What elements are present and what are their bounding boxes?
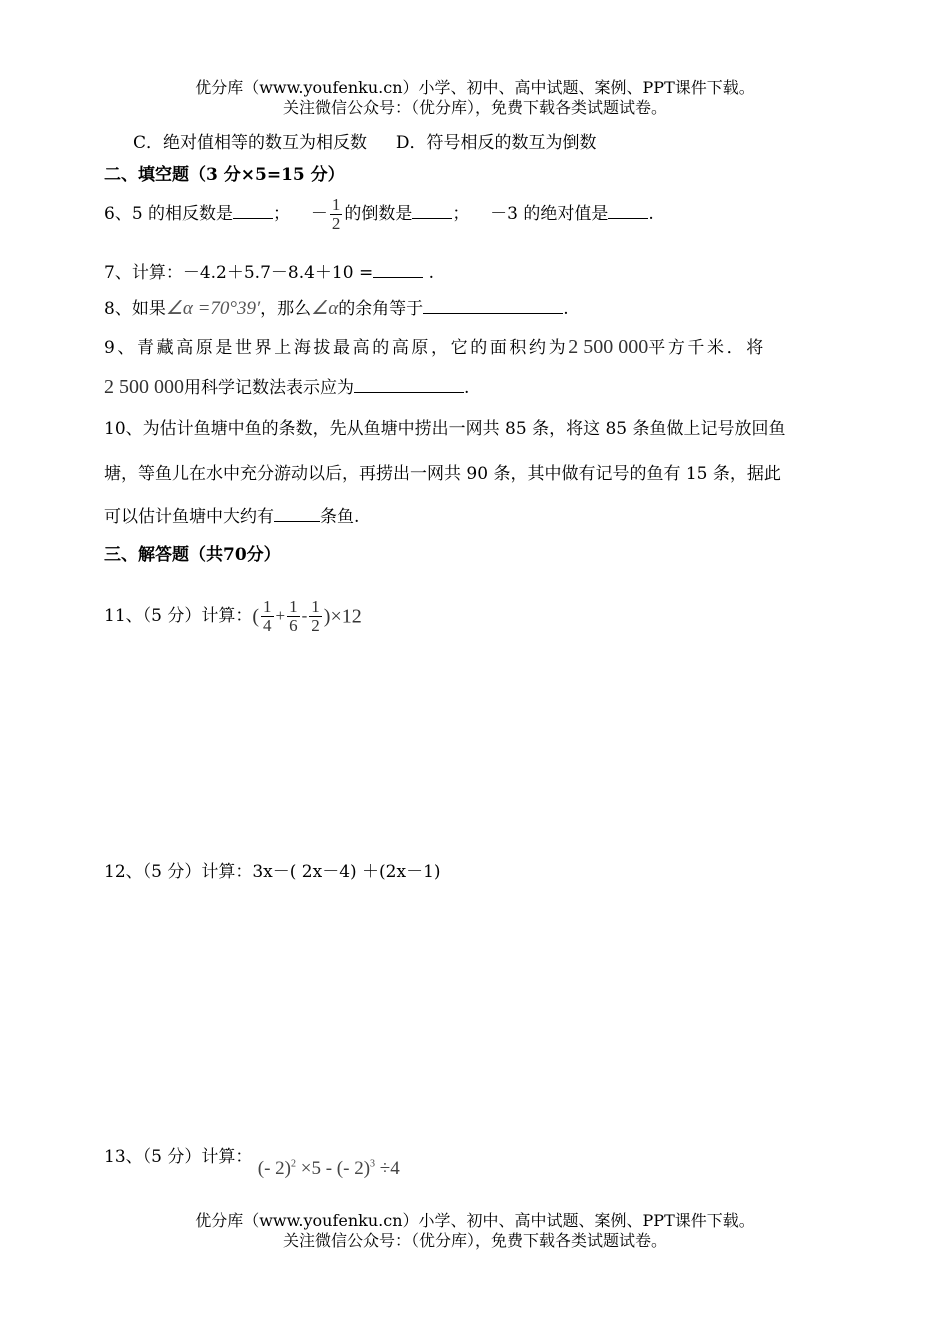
- q6-sep1: ；: [273, 204, 291, 224]
- q6-end: .: [648, 204, 654, 224]
- q6-text-tail: －3 的绝对值是: [490, 204, 609, 224]
- q11-f2-num: 1: [289, 597, 298, 616]
- q5-option-d: D．符号相反的数互为倒数: [395, 133, 597, 153]
- q6-text-mid: 的倒数是: [344, 204, 413, 224]
- q11-fraction-2: [287, 598, 300, 635]
- q8-tail: 的余角等于: [338, 299, 424, 319]
- section3-title: 三、解答题（共70分）: [104, 545, 281, 565]
- q9-number-2: 2 500 000: [104, 376, 184, 398]
- q13-part1: (- 2): [257, 1158, 291, 1179]
- q13-prefix: 13、（5 分）计算：: [104, 1147, 253, 1167]
- q13-expression: [258, 1158, 400, 1180]
- q9-line1-tail: 平方千米．将: [648, 338, 766, 358]
- q7-blank[interactable]: [373, 261, 423, 278]
- q5-options: [133, 128, 596, 153]
- section2-title: 二、填空题（3 分×5=15 分）: [104, 165, 345, 185]
- q10-line3-tail: 条鱼.: [320, 507, 360, 527]
- question-6: [104, 192, 654, 236]
- q9-text: 9、青藏高原是世界上海拔最高的高原，它的面积约为: [104, 338, 569, 358]
- question-12: 12、（5 分）计算：3x－( 2x－4) ＋(2x－1): [104, 862, 441, 882]
- q6-minus: －: [310, 204, 328, 224]
- question-7: [104, 258, 434, 283]
- q11-f2-den: 6: [289, 616, 298, 635]
- q10-line3-text: 可以估计鱼塘中大约有: [104, 507, 274, 527]
- q9-number: 2 500 000: [568, 336, 649, 358]
- q6-sep2: ；: [452, 204, 470, 224]
- question-13: [104, 1142, 400, 1179]
- q8-angle-expression: ∠α =70°39′: [165, 298, 261, 319]
- q7-end: .: [428, 263, 435, 283]
- question-11: [104, 588, 362, 645]
- page-footer-line1: 优分库（www.youfenku.cn）小学、初中、高中试题、案例、PPT课件下载。: [195, 1211, 755, 1230]
- question-10-line3: [104, 502, 359, 527]
- q8-prefix: 8、如果: [104, 299, 166, 319]
- q11-fraction-1: [261, 598, 274, 635]
- page-header-line2: 关注微信公众号：（优分库），免费下载各类试题试卷。: [282, 98, 667, 117]
- q13-exp1: 2: [291, 1158, 296, 1170]
- q8-angle-alpha: ∠α: [311, 298, 339, 319]
- question-9-line2: [104, 373, 469, 399]
- question-8: [104, 294, 569, 320]
- q13-part2: ×5 - (- 2): [296, 1158, 371, 1179]
- q8-blank[interactable]: [423, 297, 563, 314]
- q11-close-times12: )×12: [323, 605, 362, 628]
- q11-open-paren: (: [252, 605, 260, 628]
- q13-exp2: 3: [370, 1158, 376, 1170]
- q6-text-prefix: 6、5 的相反数是: [104, 204, 234, 224]
- q11-f3-num: 1: [311, 597, 320, 616]
- question-9-line1: [104, 333, 766, 359]
- page-header-line1: 优分库（www.youfenku.cn）小学、初中、高中试题、案例、PPT课件下载。: [195, 78, 755, 97]
- question-10-line1: 10、为估计鱼塘中鱼的条数，先从鱼塘中捞出一网共 85 条，将这 85 条鱼做上记号放回鱼: [104, 419, 786, 439]
- q11-fraction-3: [309, 598, 322, 635]
- q6-frac-num: 1: [331, 195, 341, 214]
- page-footer-line2: 关注微信公众号：（优分库），免费下载各类试题试卷。: [282, 1231, 667, 1250]
- q9-line2-text: 用科学记数法表示应为: [184, 378, 354, 398]
- q11-op-plus: +: [275, 606, 286, 625]
- q11-prefix: 11、（5 分）计算：: [104, 606, 253, 626]
- q9-blank[interactable]: [354, 376, 464, 393]
- question-10-line2: 塘，等鱼儿在水中充分游动以后，再捞出一网共 90 条，其中做有记号的鱼有 15 条，据此: [104, 464, 781, 484]
- q8-mid: ，那么: [260, 299, 312, 319]
- q10-blank[interactable]: [274, 505, 320, 522]
- q7-text: 7、计算：－4.2＋5.7－8.4＋10 =: [104, 263, 374, 283]
- q8-end: .: [563, 299, 569, 319]
- q11-f1-num: 1: [263, 597, 272, 616]
- q11-f3-den: 2: [311, 616, 320, 635]
- q6-fraction: [330, 196, 343, 233]
- q11-op-minus: -: [301, 606, 308, 625]
- q6-frac-den: 2: [331, 214, 341, 233]
- q6-blank-3[interactable]: [608, 202, 648, 219]
- q6-blank-2[interactable]: [412, 202, 452, 219]
- q9-end: .: [464, 378, 470, 398]
- q13-part3: ÷4: [375, 1158, 400, 1179]
- q5-option-c: C．绝对值相等的数互为相反数: [133, 133, 368, 153]
- q11-f1-den: 4: [263, 616, 272, 635]
- q6-blank-1[interactable]: [233, 202, 273, 219]
